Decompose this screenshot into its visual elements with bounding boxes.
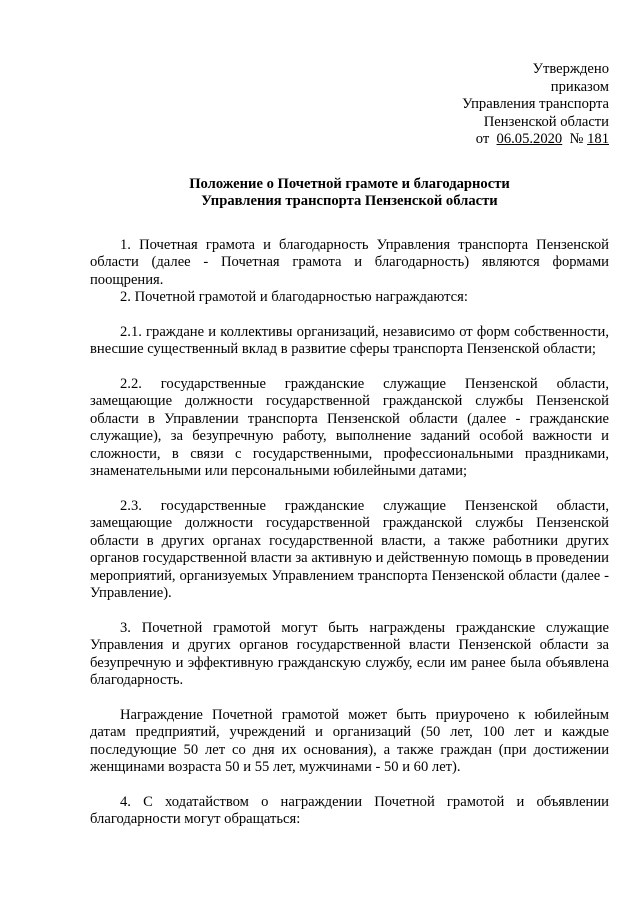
approval-line-1: Утверждено <box>532 61 609 77</box>
paragraph-3: 3. Почетной грамотой могут быть награждены гражданские служащие Управления и других органов государственной власти Пензенской области за безупречную и эффективную гражданскую службу, если им ранее была объявлена благодарность. <box>90 619 609 688</box>
approval-date: 06.05.2020 <box>496 131 563 147</box>
approval-number-sign: № <box>569 131 584 147</box>
title-line-1: Положение о Почетной грамоте и благодарности <box>189 175 510 192</box>
paragraph-2-1: 2.1. граждане и коллективы организаций, независимо от форм собственности, внесшие существенный вклад в развитие сферы транспорта Пензенской области; <box>90 323 609 357</box>
paragraph-4: 4. С ходатайством о награждении Почетной грамотой и объявлении благодарности могут обращаться: <box>90 793 609 827</box>
paragraph-2: 2. Почетной грамотой и благодарностью награждаются: <box>120 289 468 305</box>
paragraph-2-2: 2.2. государственные гражданские служащие Пензенской области, замещающие должности государственной гражданской службы Пензенской области в Управлении транспорта Пензенской области (далее - гражданские служащие), за безупречную работу, выполнение заданий особой важности и сложности, в связи с государственными, профессиональными праздниками, знаменательными или персональными юбилейными датами; <box>90 375 609 479</box>
approval-date-line <box>90 131 609 149</box>
paragraph-2-3: 2.3. государственные гражданские служащие Пензенской области, замещающие должности государственной гражданской службы Пензенской области в других органах государственной власти, а также работники других органов государственной власти за активную и действенную помощь в проведении мероприятий, организуемых Управлением транспорта Пензенской области (далее - Управление). <box>90 497 609 601</box>
approval-line-2: приказом <box>550 78 609 95</box>
approval-number: 181 <box>587 131 609 147</box>
approval-line-4: Пензенской области <box>483 113 609 130</box>
title-line-2: Управления транспорта Пензенской области <box>201 193 498 209</box>
approval-from: от <box>475 131 490 147</box>
paragraph-3-note: Награждение Почетной грамотой может быть приурочено к юбилейным датам предприятий, учреждений и организаций (50 лет, 100 лет и каждые последующие 50 лет со дня их основания), а также граждан (при достижении женщинами возраста 50 и 55 лет, мужчинами - 50 и 60 лет). <box>90 706 609 775</box>
approval-line-3: Управления транспорта <box>462 96 609 112</box>
approval-block <box>90 61 609 149</box>
document-title <box>90 176 609 211</box>
paragraph-1: 1. Почетная грамота и благодарность Управления транспорта Пензенской области (далее - Почетная грамота и благодарность) являются формами поощрения. <box>90 236 609 288</box>
